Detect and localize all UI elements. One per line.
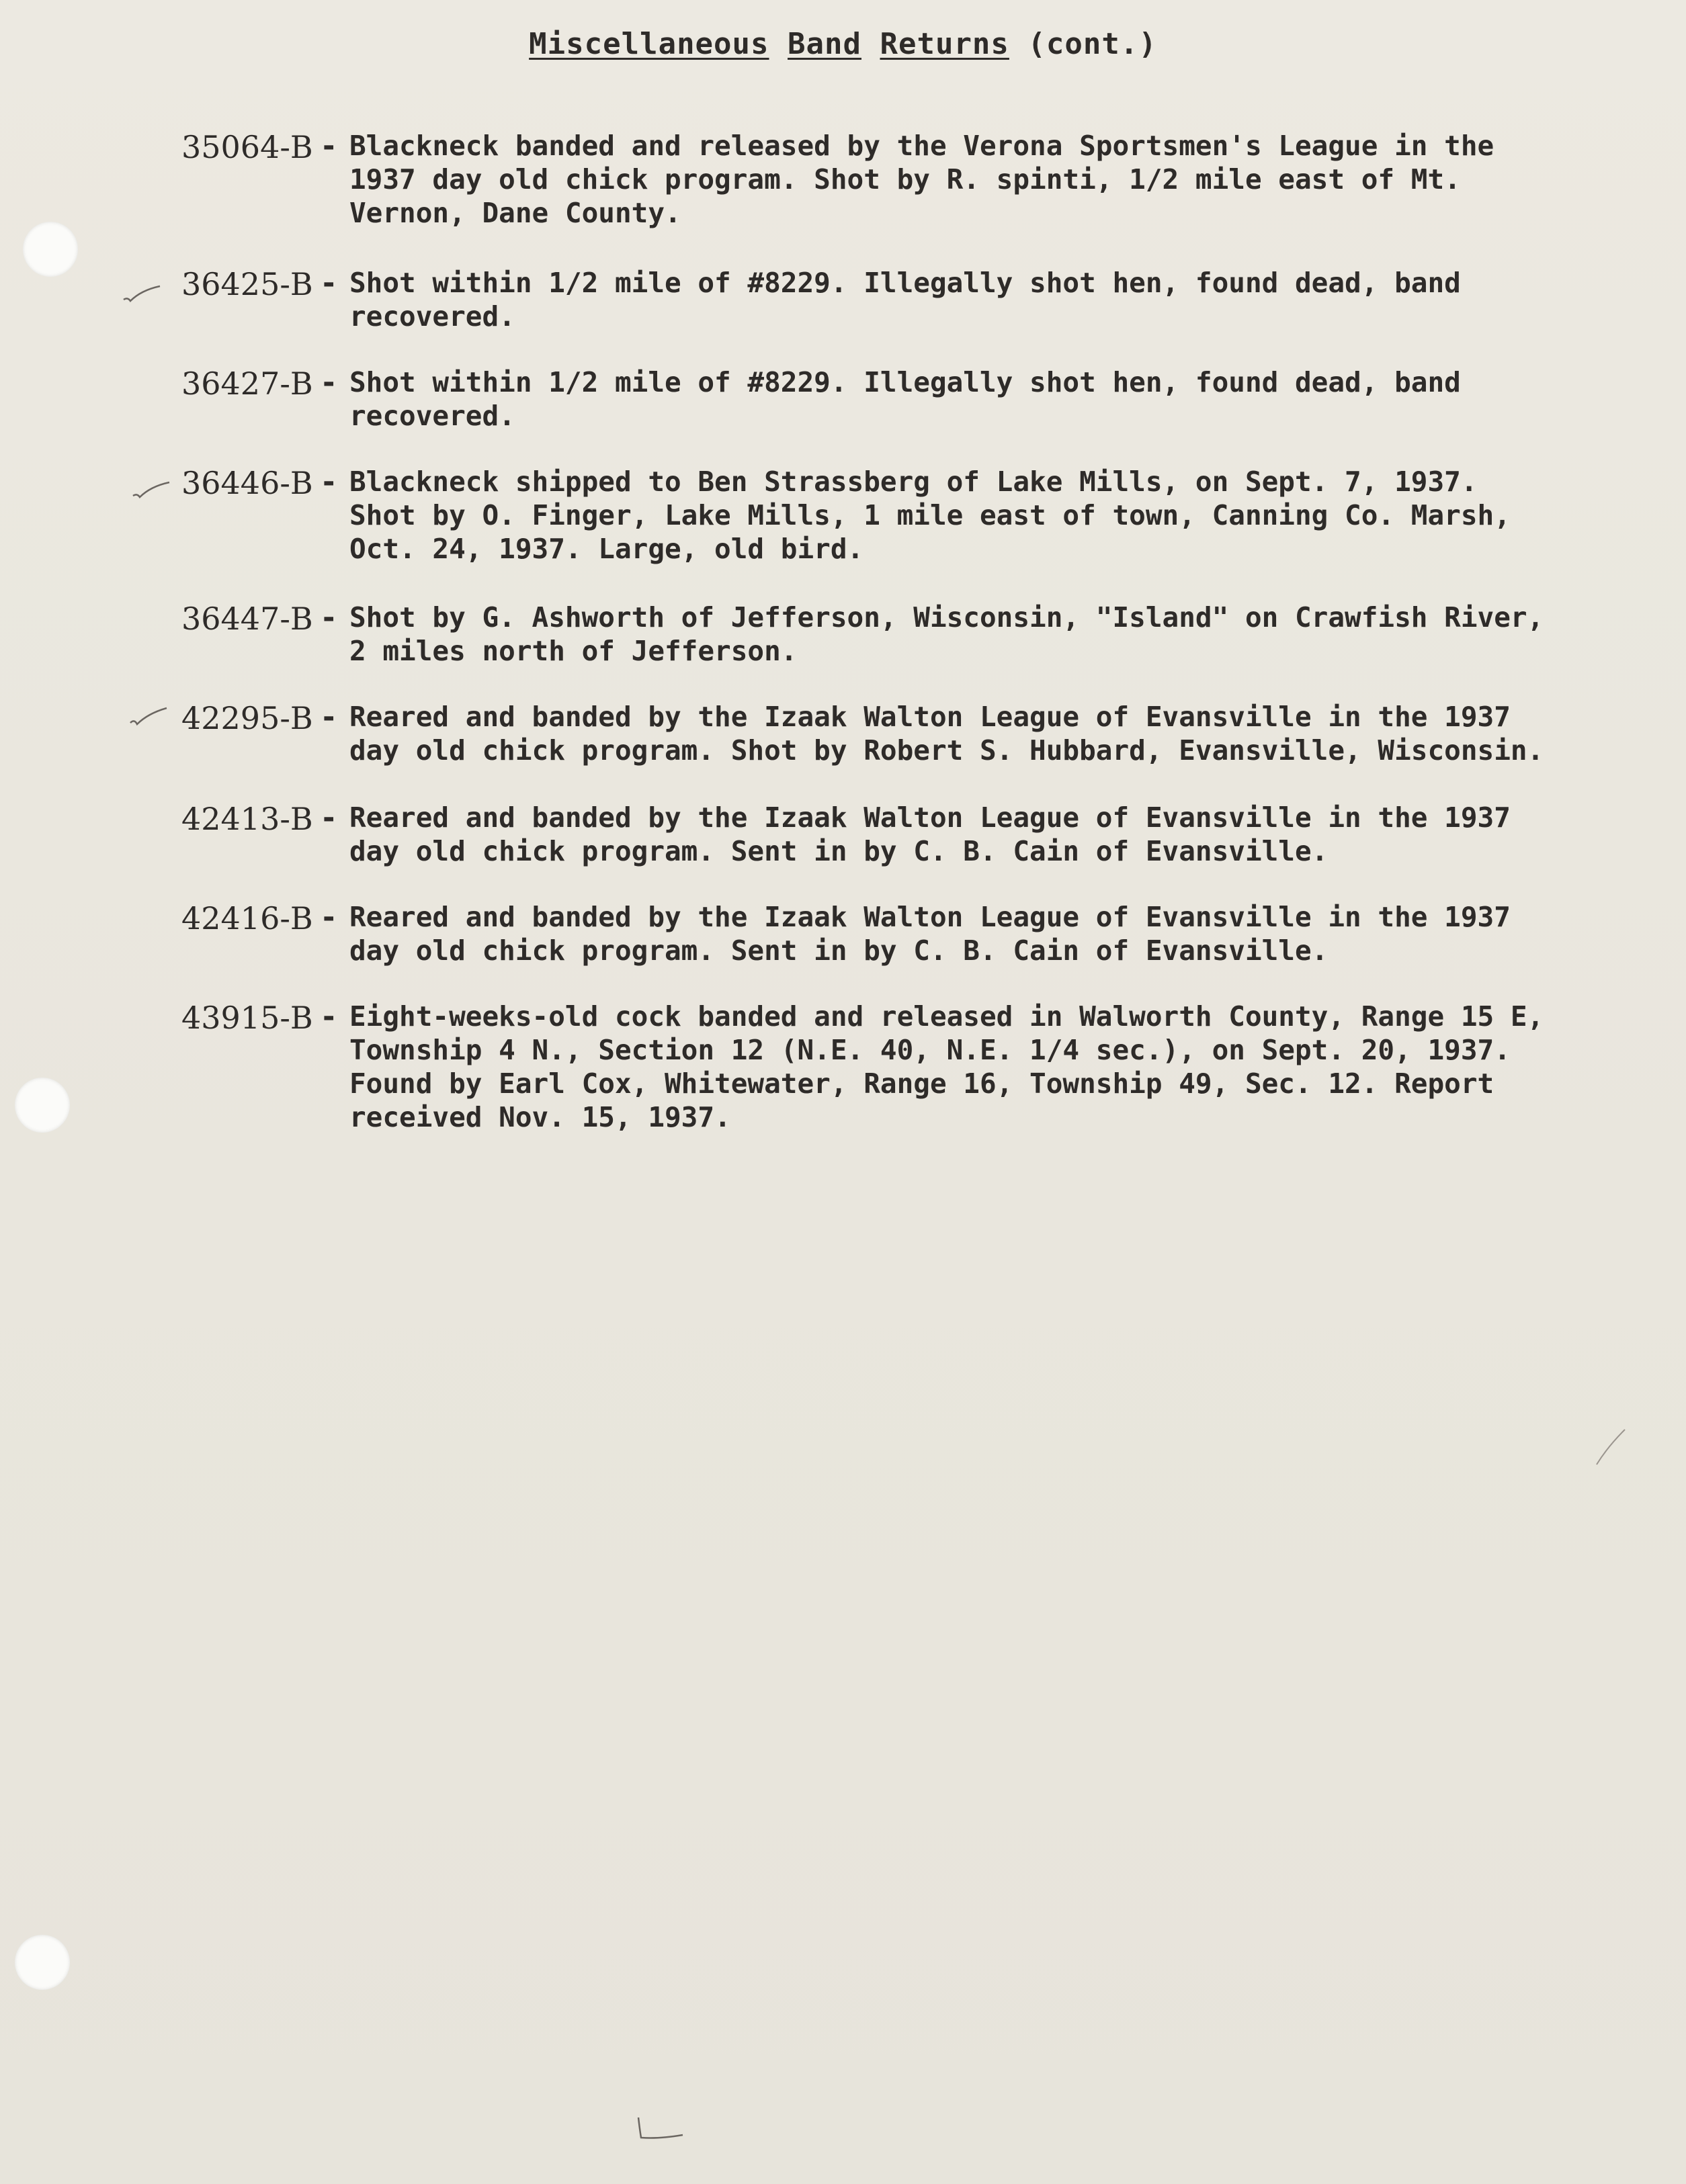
entry-dash: - bbox=[320, 365, 338, 400]
entry-description: Blackneck banded and released by the Verona Sportsmen's League in the 1937 day old chick program. Shot by R. spinti, 1/2 mile east of Mt. Vernon, Dane County. bbox=[349, 130, 1494, 229]
pencil-stroke-icon bbox=[1594, 1427, 1628, 1467]
band-number: 42413-B bbox=[181, 801, 313, 837]
entry-dash: - bbox=[320, 700, 338, 734]
header-word-miscellaneous: Miscellaneous bbox=[529, 27, 769, 61]
punch-hole-bottom bbox=[15, 1935, 70, 1990]
header-word-returns: Returns bbox=[880, 27, 1009, 61]
band-number: 43915-B bbox=[181, 1000, 313, 1036]
pencil-check-mark-icon bbox=[121, 283, 161, 304]
band-number: 42416-B bbox=[181, 900, 313, 936]
entry-dash: - bbox=[320, 801, 338, 835]
pencil-initial-mark-icon bbox=[632, 2116, 685, 2143]
entry-dash: - bbox=[320, 1000, 338, 1034]
punch-hole-top bbox=[23, 222, 78, 277]
band-number: 36427-B bbox=[181, 365, 313, 402]
pencil-check-mark-icon bbox=[128, 707, 168, 727]
header-word-band: Band bbox=[788, 27, 861, 61]
entry-dash: - bbox=[320, 266, 338, 300]
band-number: 36447-B bbox=[181, 601, 313, 637]
entry-description: Shot within 1/2 mile of #8229. Illegally shot hen, found dead, band recovered. bbox=[349, 267, 1461, 333]
band-number: 36446-B bbox=[181, 465, 313, 501]
entry-description: Blackneck shipped to Ben Strassberg of Lake Mills, on Sept. 7, 1937. Shot by O. Finger, Lake Mills, 1 mile east of town, Canning Co. Marsh, Oct. 24, 1937. Large, old bird. bbox=[349, 466, 1511, 565]
entry-dash: - bbox=[320, 129, 338, 163]
band-number: 35064-B bbox=[181, 129, 313, 165]
entry-description: Reared and banded by the Izaak Walton League of Evansville in the 1937 day old chick program. Shot by Robert S. Hubbard, Evansville, Wisconsin. bbox=[349, 701, 1544, 767]
band-number: 42295-B bbox=[181, 700, 313, 736]
entry-description: Reared and banded by the Izaak Walton League of Evansville in the 1937 day old chick program. Sent in by C. B. Cain of Evansville. bbox=[349, 801, 1511, 867]
entry-dash: - bbox=[320, 465, 338, 499]
punch-hole-middle bbox=[15, 1078, 70, 1133]
entry-description: Shot by G. Ashworth of Jefferson, Wisconsin, "Island" on Crawfish River, 2 miles north of Jefferson. bbox=[349, 601, 1544, 667]
entry-dash: - bbox=[320, 900, 338, 934]
band-number: 36425-B bbox=[181, 266, 313, 302]
entry-description: Eight-weeks-old cock banded and released in Walworth County, Range 15 E, Township 4 N., Section 12 (N.E. 40, N.E. 1/4 sec.), on Sept. 20, 1937. Found by Earl Cox, Whitewater, Range 16, Township 49, Sec. 12. Report received Nov. 15, 1937. bbox=[349, 1000, 1544, 1133]
header-suffix: (cont.) bbox=[1027, 27, 1157, 61]
page-header bbox=[0, 27, 1686, 61]
entry-dash: - bbox=[320, 601, 338, 635]
pencil-check-mark-icon bbox=[130, 480, 171, 500]
entry-description: Shot within 1/2 mile of #8229. Illegally shot hen, found dead, band recovered. bbox=[349, 366, 1461, 432]
entry-description: Reared and banded by the Izaak Walton League of Evansville in the 1937 day old chick program. Sent in by C. B. Cain of Evansville. bbox=[349, 901, 1511, 967]
